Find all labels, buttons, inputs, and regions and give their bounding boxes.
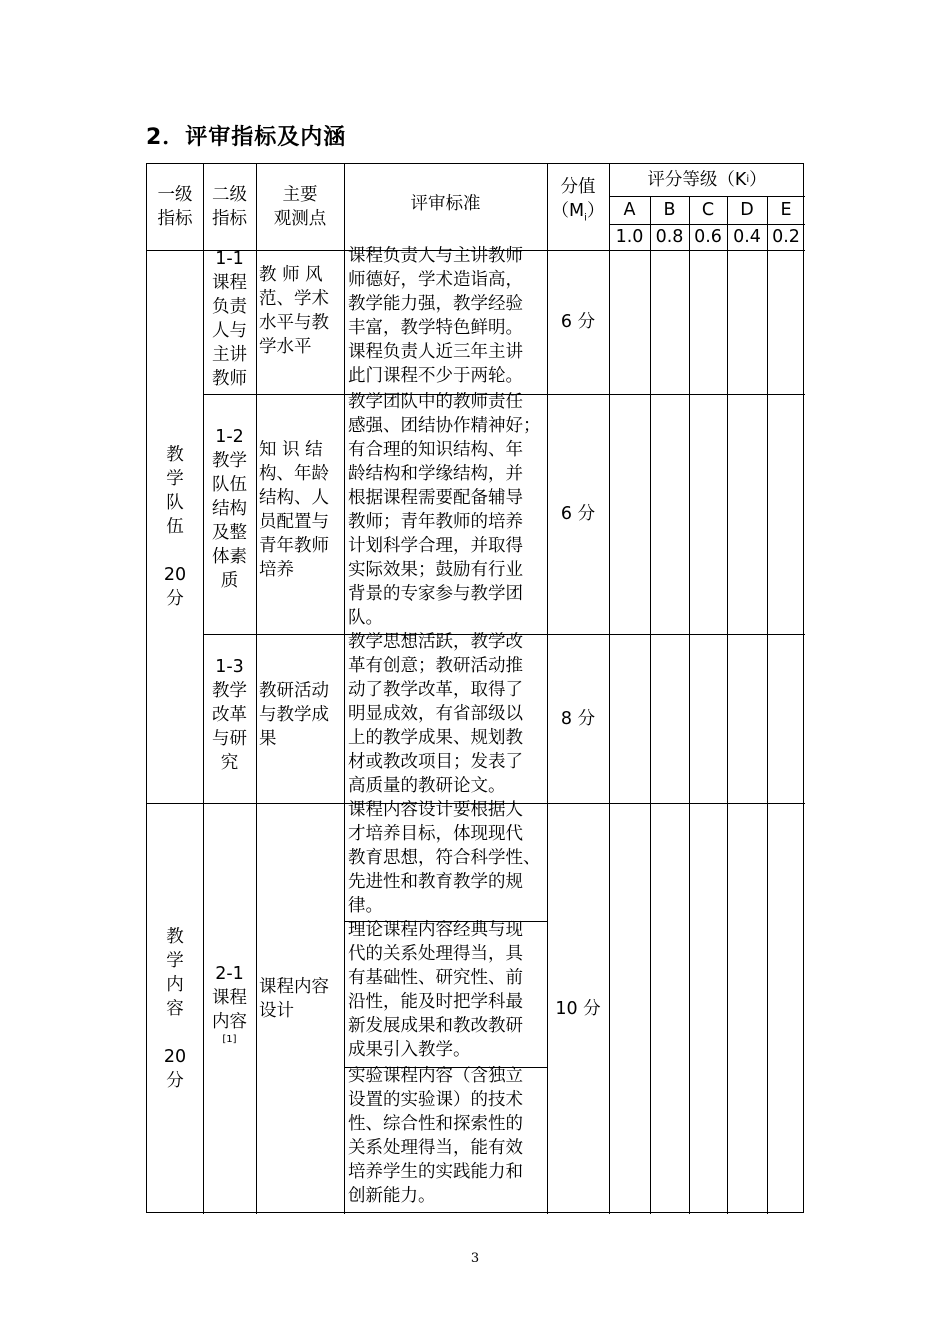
row-1-2-standard: 教学团队中的教师责任 感强、团结协作精神好； 有合理的知识结构、年 龄结构和学缘结构，并 根据课程需要配备辅导 教师；青年教师的培养 计划科学合理，并取得 实际效果；鼓励有行业 背景的专家参与教学团 队。	[348, 392, 541, 628]
header-grade: 评分等级（K i ）	[647, 170, 767, 190]
row-1-1-score: 6 分	[560, 312, 596, 332]
row-2-1-standard-3: 实验课程内容（含独立 设置的实验课）的技术 性、综合性和探索性的 关系处理得当，能有效 培养学生的实践能力和 创新能力。	[348, 1066, 523, 1206]
grade-coefficient: 0.6	[694, 227, 722, 247]
row-2-1-observation: 课程内容 设计	[259, 977, 329, 1021]
section-title: 2．评审指标及内涵	[146, 125, 347, 150]
grade-coefficient: 0.2	[772, 227, 800, 247]
grade-coefficient: 0.8	[655, 227, 684, 247]
grade-coefficient: 1.0	[615, 227, 644, 247]
header-score-unit: $(M_i)$	[551, 201, 605, 224]
row-1-3-standard: 教学思想活跃，教学改 革有创意；教研活动推 动了教学改革，取得了 明显成效，有省部级以 上的教学成果、规划教 材或教改项目；发表了 高质量的教研论文。	[348, 632, 523, 796]
row-1-2-level2: 1-2 教学 队伍 结构 及整 体素 质	[212, 427, 247, 591]
grade-a: A	[623, 200, 636, 220]
evaluation-table	[146, 163, 804, 1213]
row-1-3-level2: 1-3 教学 改革 与研 究	[212, 657, 247, 773]
header-level1: 一级 指标	[157, 185, 193, 229]
row-2-1-standard-1: 课程内容设计要根据人 才培养目标，体现现代 教育思想，符合科学性、 先进性和教育教学的规 律。	[348, 800, 541, 916]
row-1-1-level2: 1-1 课程 负责 人与 主讲 教师	[212, 249, 247, 389]
row-2-1-level2: 2-1 课程 内容 [1]	[212, 964, 247, 1045]
grade-coefficient: 0.4	[733, 227, 761, 247]
header-score-label: 分值	[560, 177, 596, 198]
group2-level1: 教 学 内 容 20 分	[163, 926, 187, 1091]
row-2-1-standard-2: 理论课程内容经典与现 代的关系处理得当，具 有基础性、研究性、前 沿性，能及时把学科最 新发展成果和教改教研 成果引入教学。	[348, 920, 523, 1060]
grade-e: E	[780, 200, 792, 220]
header-standard: 评审标准	[410, 194, 481, 214]
header-score	[547, 164, 609, 250]
row-1-1-standard: 课程负责人与主讲教师 师德好，学术造诣高， 教学能力强，教学经验 丰富，教学特色鲜明。 课程负责人近三年主讲 此门课程不少于两轮。	[348, 246, 523, 386]
group1-level1: 教 学 队 伍 20 分	[163, 444, 187, 609]
row-1-2-score: 6 分	[560, 504, 596, 524]
grade-b: B	[663, 200, 676, 220]
row-2-1-score: 10 分	[555, 998, 601, 1019]
header-observation: 主要 观测点	[273, 185, 327, 229]
row-1-3-observation: 教研活动 与教学成 果	[259, 681, 329, 749]
footnote-marker: [1]	[222, 1034, 237, 1045]
header-level2: 二级 指标	[212, 185, 247, 229]
row-1-3-score: 8 分	[560, 708, 596, 729]
grade-d: D	[740, 200, 754, 220]
row-1-1-observation: 教 师 风 范、学术 水平与教 学水平	[259, 265, 329, 357]
grade-c: C	[701, 200, 715, 220]
row-1-2-observation: 知 识 结 构、年龄 结构、人 员配置与 青年教师 培养	[259, 440, 329, 580]
page-number: 3	[470, 1251, 480, 1266]
